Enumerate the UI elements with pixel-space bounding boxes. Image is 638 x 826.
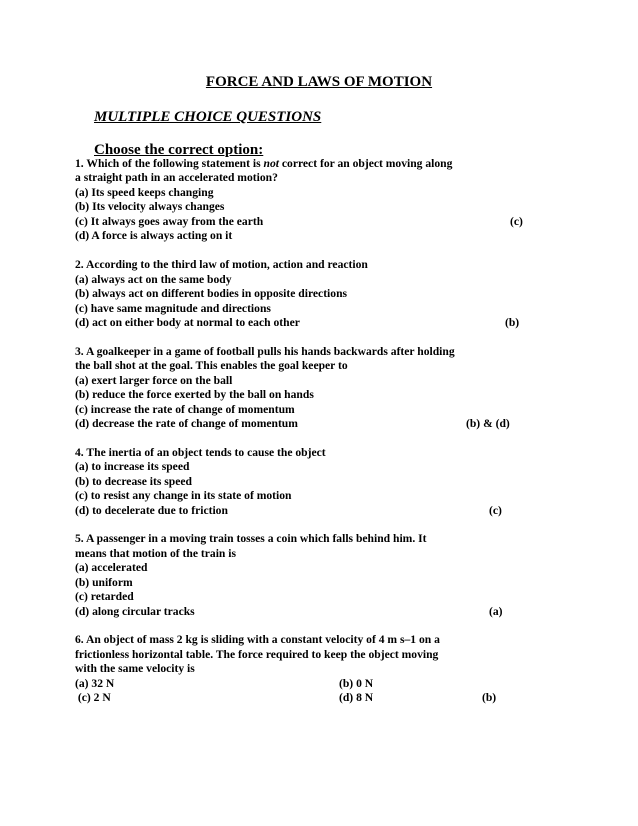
question-6-option-d: (d) 8 N (339, 691, 374, 704)
question-2-option-d: (d) act on either body at normal to each other (75, 316, 300, 329)
question-3-option-d: (d) decrease the rate of change of momentum (75, 417, 298, 430)
question-6-text-cont: frictionless horizontal table. The force required to keep the object moving (75, 648, 439, 661)
question-3-answer: (b) & (d) (466, 417, 510, 430)
question-2-option-a: (a) always act on the same body (75, 273, 232, 286)
question-1-option-d: (d) A force is always acting on it (75, 229, 233, 242)
question-5-option-c: (c) retarded (75, 590, 134, 603)
question-4-option-a: (a) to increase its speed (75, 460, 190, 473)
page-title: FORCE AND LAWS OF MOTION (205, 74, 433, 90)
question-1-option-a: (a) Its speed keeps changing (75, 186, 214, 199)
question-3-text-cont: the ball shot at the goal. This enables the goal keeper to (75, 359, 348, 372)
question-3-option-b: (b) reduce the force exerted by the ball on hands (75, 388, 314, 401)
question-4-option-c: (c) to resist any change in its state of motion (75, 489, 292, 502)
instruction-heading: Choose the correct option: (94, 142, 264, 158)
question-6-answer: (b) (482, 691, 497, 704)
question-1-emphasis: not (263, 157, 279, 170)
question-6-text-cont: with the same velocity is (75, 662, 195, 675)
question-2-option-b: (b) always act on different bodies in opposite directions (75, 287, 348, 300)
question-1-text-part: correct for an object moving along (278, 157, 453, 170)
question-2-option-c: (c) have same magnitude and directions (75, 302, 271, 315)
question-5-text-cont: means that motion of the train is (75, 547, 237, 560)
question-1-text-cont: a straight path in an accelerated motion? (75, 171, 278, 184)
question-5-option-b: (b) uniform (75, 576, 133, 589)
question-3-option-a: (a) exert larger force on the ball (75, 374, 233, 387)
question-5-answer: (a) (489, 605, 503, 618)
question-6-text: 6. An object of mass 2 kg is sliding with a constant velocity of 4 m s–1 on a (75, 633, 440, 646)
question-4-option-d: (d) to decelerate due to friction (75, 504, 228, 517)
question-6-option-a: (a) 32 N (75, 677, 115, 690)
question-5-text: 5. A passenger in a moving train tosses a coin which falls behind him. It (75, 532, 427, 545)
question-3-option-c: (c) increase the rate of change of momentum (75, 403, 295, 416)
question-4-text: 4. The inertia of an object tends to cause the object (75, 446, 326, 459)
question-6-option-b: (b) 0 N (339, 677, 374, 690)
question-5-option-d: (d) along circular tracks (75, 605, 195, 618)
question-1-option-c: (c) It always goes away from the earth (75, 215, 264, 228)
question-2-answer: (b) (505, 316, 520, 329)
question-1-answer: (c) (510, 215, 523, 228)
question-4-answer: (c) (489, 504, 502, 517)
question-5-option-a: (a) accelerated (75, 561, 148, 574)
question-3-text: 3. A goalkeeper in a game of football pulls his hands backwards after holding (75, 345, 455, 358)
section-subtitle: MULTIPLE CHOICE QUESTIONS (94, 109, 322, 125)
question-1-text (75, 157, 452, 171)
question-1-option-b: (b) Its velocity always changes (75, 200, 225, 213)
question-2-text: 2. According to the third law of motion, action and reaction (75, 258, 368, 271)
question-1-text-part: 1. Which of the following statement is (75, 157, 264, 170)
question-6-option-c: (c) 2 N (75, 691, 111, 704)
question-4-option-b: (b) to decrease its speed (75, 475, 192, 488)
